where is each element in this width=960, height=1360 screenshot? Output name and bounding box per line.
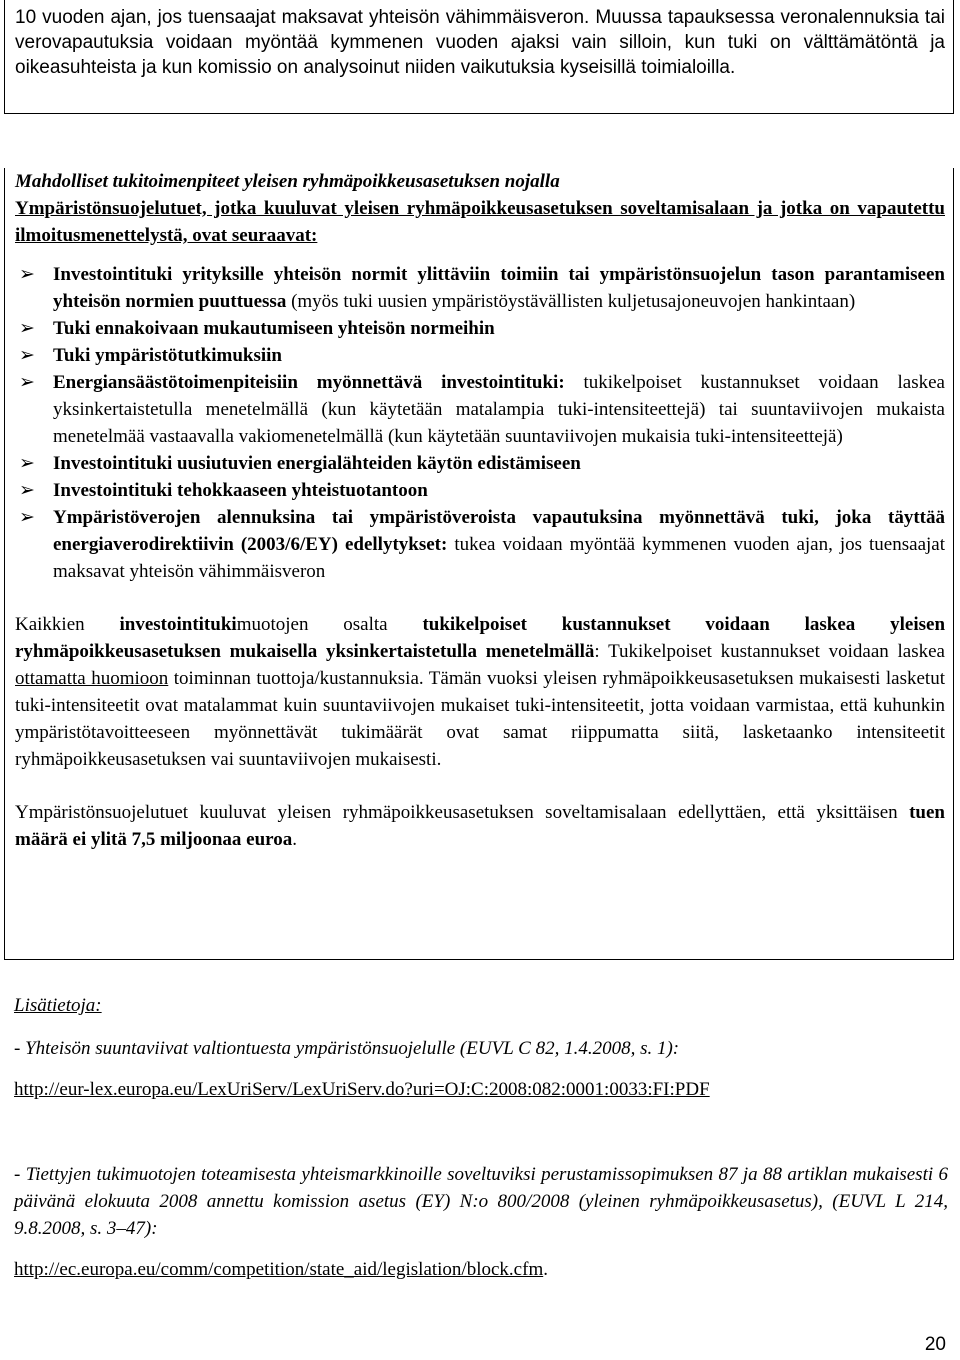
reference-guidelines: - Yhteisön suuntaviivat valtiontuesta ympäristönsuojelulle (EUVL C 82, 1.4.2008, s. 1): — [14, 1038, 680, 1059]
arrow-bullet-icon: ➢ — [19, 318, 35, 339]
arrow-bullet-icon: ➢ — [19, 345, 35, 366]
list-item: ➢ Tuki ennakoivaan mukautumiseen yhteisön normeihin — [15, 315, 945, 342]
list-item: ➢ Ympäristöverojen alennuksina tai ympäristöveroista vapautuksina myönnettävä tuki, joka täyttää energiaverodirektiivin (2003/6/EY) edellytykset: tukea voidaan myöntää kymmenen vuoden ajan, jos tuensaajat maksavat yhteisön vähimmäisveron — [15, 504, 945, 585]
arrow-bullet-icon: ➢ — [19, 372, 35, 393]
page-number: 20 — [924, 1334, 946, 1355]
arrow-bullet-icon: ➢ — [19, 453, 35, 474]
aid-measures-list — [15, 261, 945, 585]
link-paragraph: http://ec.europa.eu/comm/competition/state_aid/legislation/block.cfm. — [14, 1259, 548, 1280]
list-item: ➢ Investointituki yrityksille yhteisön normit ylittäviin toimiin tai ympäristönsuojelun tason parantamiseen yhteisön normien puuttuessa (myös tuki uusien ympäristöystävällisten kuljetusajoneuvojen hankintaan) — [15, 261, 945, 315]
continued-text-box — [4, 0, 954, 114]
more-info-heading: Lisätietoja: — [14, 995, 102, 1016]
competition-block-link[interactable]: http://ec.europa.eu/comm/competition/state_aid/legislation/block.cfm — [14, 1259, 544, 1280]
continued-paragraph: 10 vuoden ajan, jos tuensaajat maksavat yhteisön vähimmäisveron. Muussa tapauksessa veronalennuksia tai verovapautuksia voidaan myöntää kymmenen vuoden ajaksi vain silloin, kun tuki on välttämätöntä ja oikeasuhteista ja kun komissio on analysoinut niiden vaikutuksia kyseisillä toimialoilla. — [15, 7, 945, 78]
arrow-bullet-icon: ➢ — [19, 480, 35, 501]
arrow-bullet-icon: ➢ — [19, 507, 35, 528]
section-heading: Mahdolliset tukitoimenpiteet yleisen ryhmäpoikkeusasetuksen nojalla — [15, 171, 560, 192]
list-item: ➢ Investointituki tehokkaaseen yhteistuotantoon — [15, 477, 945, 504]
reference-regulation: - Tiettyjen tukimuotojen toteamisesta yhteismarkkinoille soveltuviksi perustamissopimuksen 87 ja 88 artiklan mukaisesti 6 päivänä elokuuta 2008 annettu komission asetus (EY) N:o 800/2008 (yleinen ryhmäpoikkeusasetus), (EUVL L 214, 9.8.2008, s. 3–47): — [14, 1164, 948, 1239]
link-paragraph — [14, 1076, 948, 1103]
aid-limit-paragraph: Ympäristönsuojelutuet kuuluvat yleisen ryhmäpoikkeusasetuksen soveltamisalaan edellyttäen, että yksittäisen tuen määrä ei ylitä 7,5 miljoonaa euroa. — [15, 802, 945, 850]
list-item: ➢ Investointituki uusiutuvien energialähteiden käytön edistämiseen — [15, 450, 945, 477]
list-item: ➢ Tuki ympäristötutkimuksiin — [15, 342, 945, 369]
list-item: ➢ Energiansäästötoimenpiteisiin myönnettävä investointituki: tukikelpoiset kustannukset voidaan laskea yksinkertaistetulla menetelmällä (kun käytetään matalampia tuki-intensiteettejä) tai suuntaviivojen mukaista menetelmää vastaavalla vakiomenetelmällä (kun käytetään suuntaviivojen mukaisia tuki-intensiteettejä) — [15, 369, 945, 450]
section-intro: Ympäristönsuojelutuet, jotka kuuluvat yleisen ryhmäpoikkeusasetuksen soveltamisalaan ja jotka on vapautettu ilmoitusmenettelystä, ovat seuraavat: — [15, 198, 945, 246]
investment-aid-paragraph: Kaikkien investointitukimuotojen osalta tukikelpoiset kustannukset voidaan laskea yleisen ryhmäpoikkeusasetuksen mukaisella yksinkertaistetulla menetelmällä: Tukikelpoiset kustannukset voidaan laskea ottamatta huomioon toiminnan tuottoja/kustannuksia. Tämän vuoksi yleisen ryhmäpoikkeusasetuksen mukaisesti lasketut tuki-intensiteetit ovat matalammat kuin suuntaviivojen mukaiset tuki-intensiteetit, jotta voidaan varmistaa, että kuhunkin ympäristötavoitteeseen myönnettävät tukimäärät ovat samat riippumatta siitä, lasketaanko intensiteetit ryhmäpoikkeusasetuksen vai suuntaviivojen mukaisesti. — [15, 614, 946, 770]
more-info-section — [14, 992, 948, 1283]
arrow-bullet-icon: ➢ — [19, 264, 35, 285]
eur-lex-link[interactable]: http://eur-lex.europa.eu/LexUriServ/LexUriServ.do?uri=OJ:C:2008:082:0001:0033:FI:PDF — [14, 1079, 710, 1100]
aid-measures-box — [4, 168, 954, 960]
